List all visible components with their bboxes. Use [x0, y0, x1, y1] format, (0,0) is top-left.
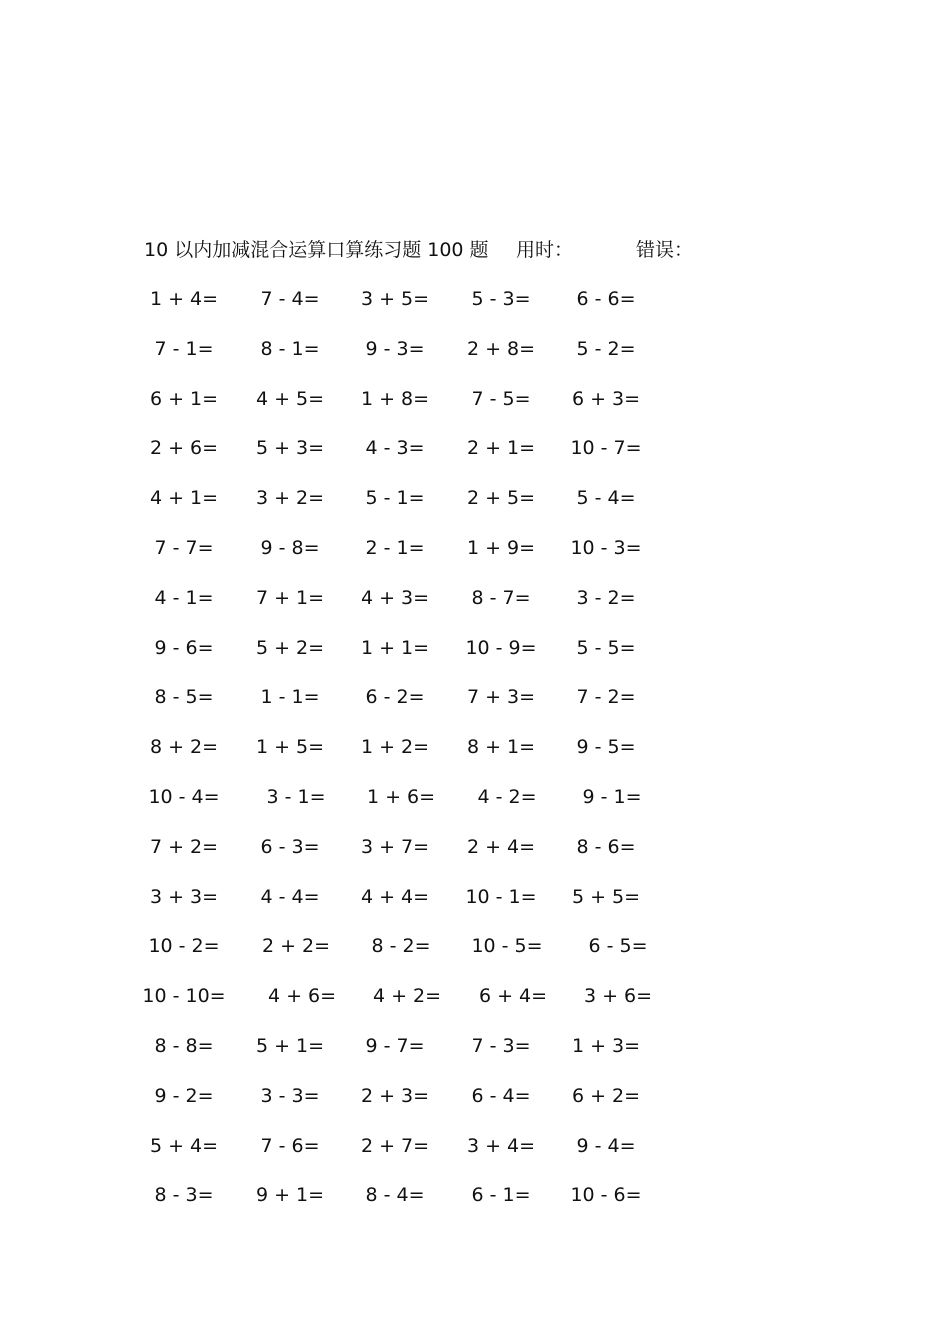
problem-item: 6 - 4= — [471, 1084, 531, 1107]
problem-item: 2 + 2= — [261, 935, 331, 958]
problem-item: 10 - 4= — [148, 786, 220, 808]
problem-item: 5 - 2= — [576, 337, 636, 360]
problem-item: 6 + 3= — [571, 387, 641, 410]
problem-item: 10 - 6= — [570, 1184, 642, 1207]
problem-row — [0, 832, 950, 862]
problem-item: 3 - 3= — [260, 1084, 320, 1107]
problem-item: 5 + 4= — [149, 1134, 219, 1157]
problem-row — [0, 334, 950, 364]
problem-item: 9 - 3= — [365, 337, 425, 360]
problem-item: 2 + 3= — [360, 1084, 430, 1107]
problem-item: 7 - 3= — [471, 1035, 531, 1057]
problem-item: 6 + 2= — [571, 1084, 641, 1107]
problem-row — [0, 533, 950, 563]
problem-item: 3 - 1= — [266, 786, 326, 808]
problem-item: 3 + 6= — [583, 985, 653, 1008]
problem-item: 4 - 3= — [365, 437, 425, 460]
problem-item: 6 - 1= — [471, 1184, 531, 1207]
problem-item: 1 + 6= — [366, 786, 436, 808]
problem-item: 8 + 2= — [149, 736, 219, 759]
problem-item: 3 + 3= — [149, 885, 219, 908]
problem-row — [0, 633, 950, 663]
problem-row — [0, 931, 950, 961]
problem-item: 7 + 3= — [466, 686, 536, 709]
problem-row — [0, 981, 950, 1011]
problem-item: 4 - 4= — [260, 885, 320, 908]
problem-row — [0, 284, 950, 314]
problem-item: 2 + 5= — [466, 487, 536, 510]
time-used-label: 用时： — [516, 239, 574, 261]
problem-item: 5 + 2= — [255, 636, 325, 659]
problem-item: 9 - 6= — [154, 636, 214, 659]
problem-row — [0, 682, 950, 712]
problem-item: 10 - 5= — [471, 935, 543, 958]
problem-item: 1 + 2= — [360, 736, 430, 759]
problem-item: 2 + 7= — [360, 1134, 430, 1157]
problem-item: 2 + 8= — [466, 337, 536, 360]
problem-item: 1 + 4= — [149, 288, 219, 310]
problem-row — [0, 1031, 950, 1061]
problem-item: 7 + 2= — [149, 835, 219, 858]
problem-item: 6 - 6= — [576, 288, 636, 310]
problem-item: 4 + 5= — [255, 387, 325, 410]
problem-item: 5 - 4= — [576, 487, 636, 510]
problem-item: 2 + 6= — [149, 437, 219, 460]
problem-item: 2 + 4= — [466, 835, 536, 858]
problem-item: 7 - 5= — [471, 387, 531, 410]
problem-item: 10 - 2= — [148, 935, 220, 958]
problem-item: 8 + 1= — [466, 736, 536, 759]
problem-item: 8 - 8= — [154, 1035, 214, 1057]
problem-row — [0, 1081, 950, 1111]
problem-row — [0, 1131, 950, 1161]
problem-item: 1 + 5= — [255, 736, 325, 759]
problem-item: 5 - 3= — [471, 288, 531, 310]
problem-item: 4 + 4= — [360, 885, 430, 908]
problem-item: 6 - 2= — [365, 686, 425, 709]
problem-item: 9 - 1= — [582, 786, 642, 808]
problem-item: 7 - 7= — [154, 537, 214, 559]
problem-item: 3 - 2= — [576, 586, 636, 609]
problem-item: 3 + 2= — [255, 487, 325, 510]
problem-item: 3 + 5= — [360, 288, 430, 310]
problem-item: 3 + 4= — [466, 1134, 536, 1157]
problem-item: 4 + 1= — [149, 487, 219, 510]
problem-row — [0, 732, 950, 762]
problem-item: 10 - 3= — [570, 537, 642, 559]
problem-item: 7 - 1= — [154, 337, 214, 360]
problem-item: 9 - 2= — [154, 1084, 214, 1107]
problem-item: 2 + 1= — [466, 437, 536, 460]
problem-item: 6 + 4= — [478, 985, 548, 1008]
worksheet-title: 10 以内加减混合运算口算练习题 100 题 — [144, 239, 489, 261]
problem-item: 5 + 3= — [255, 437, 325, 460]
problem-item: 8 - 1= — [260, 337, 320, 360]
problem-item: 2 - 1= — [365, 537, 425, 559]
problem-row — [0, 583, 950, 613]
problem-row — [0, 384, 950, 414]
problem-item: 1 + 3= — [571, 1035, 641, 1057]
problem-item: 10 - 10= — [142, 985, 226, 1008]
problem-item: 4 + 3= — [360, 586, 430, 609]
problem-item: 10 - 9= — [465, 636, 537, 659]
problem-item: 9 - 8= — [260, 537, 320, 559]
problem-item: 1 + 1= — [360, 636, 430, 659]
problem-item: 9 - 4= — [576, 1134, 636, 1157]
problem-item: 6 - 5= — [588, 935, 648, 958]
problem-item: 8 - 3= — [154, 1184, 214, 1207]
problem-item: 8 - 4= — [365, 1184, 425, 1207]
problem-item: 4 + 6= — [267, 985, 337, 1008]
problem-item: 5 + 1= — [255, 1035, 325, 1057]
problem-row — [0, 483, 950, 513]
problem-item: 7 - 6= — [260, 1134, 320, 1157]
problem-item: 4 - 2= — [477, 786, 537, 808]
problem-item: 4 + 2= — [372, 985, 442, 1008]
problem-item: 6 + 1= — [149, 387, 219, 410]
problem-item: 8 - 6= — [576, 835, 636, 858]
problem-row — [0, 882, 950, 912]
problem-item: 5 - 1= — [365, 487, 425, 510]
problem-row — [0, 433, 950, 463]
error-count-label: 错误： — [636, 239, 694, 261]
problem-item: 9 - 5= — [576, 736, 636, 759]
problem-row — [0, 1180, 950, 1210]
problem-item: 3 + 7= — [360, 835, 430, 858]
problem-item: 10 - 1= — [465, 885, 537, 908]
problem-item: 1 + 9= — [466, 537, 536, 559]
problem-item: 1 - 1= — [260, 686, 320, 709]
problem-item: 10 - 7= — [570, 437, 642, 460]
problem-item: 6 - 3= — [260, 835, 320, 858]
problem-item: 5 + 5= — [571, 885, 641, 908]
problem-item: 8 - 5= — [154, 686, 214, 709]
problem-row — [0, 782, 950, 812]
problem-item: 9 - 7= — [365, 1035, 425, 1057]
problem-item: 8 - 2= — [371, 935, 431, 958]
problem-item: 7 + 1= — [255, 586, 325, 609]
problem-item: 7 - 2= — [576, 686, 636, 709]
problem-item: 9 + 1= — [255, 1184, 325, 1207]
problem-item: 7 - 4= — [260, 288, 320, 310]
problem-item: 4 - 1= — [154, 586, 214, 609]
problem-item: 8 - 7= — [471, 586, 531, 609]
problem-item: 1 + 8= — [360, 387, 430, 410]
problem-item: 5 - 5= — [576, 636, 636, 659]
